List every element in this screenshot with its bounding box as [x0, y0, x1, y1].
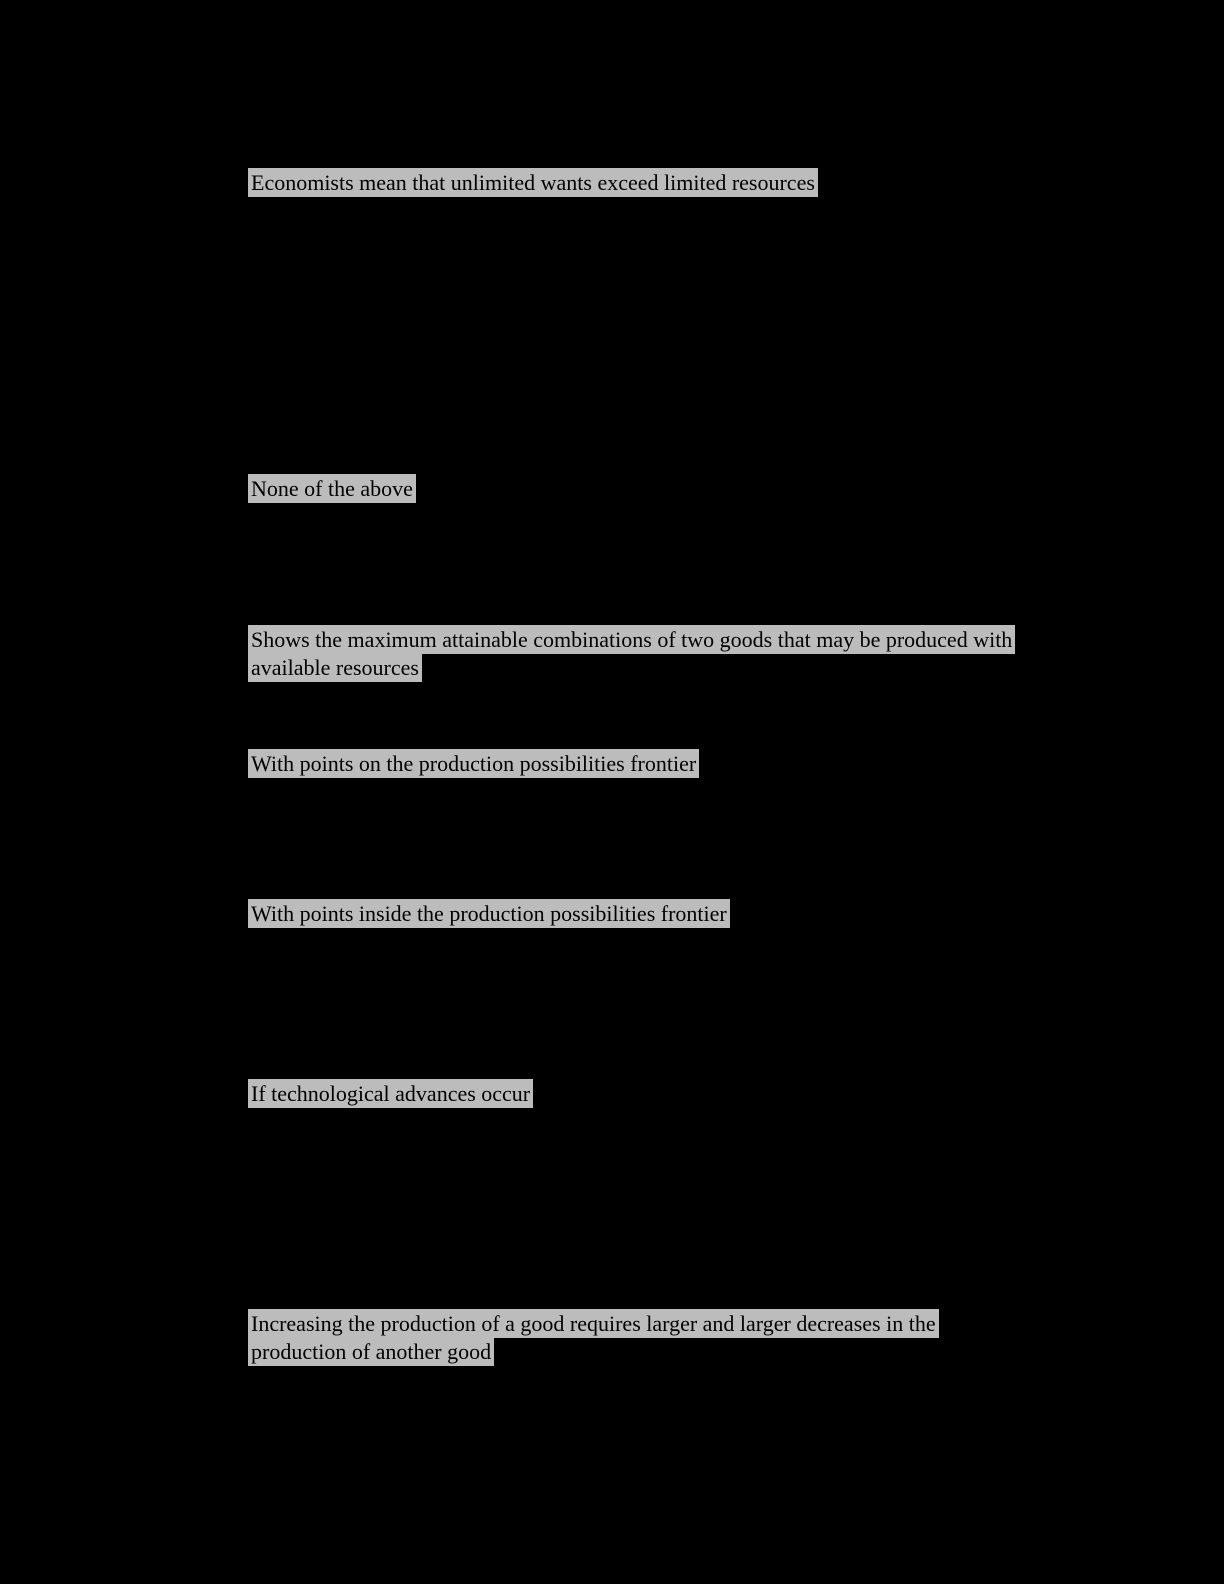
answer-text-line	[248, 654, 1015, 682]
answer-text-line	[248, 750, 699, 778]
highlight-mark: Increasing the production of a good requires larger and larger decreases in the	[248, 1309, 939, 1338]
answer-text-line	[248, 626, 1015, 654]
highlight-mark: Shows the maximum attainable combinations of two goods that may be produced with	[248, 625, 1015, 654]
answer-text-line	[248, 1338, 939, 1366]
highlighted-answer-7	[248, 1310, 939, 1366]
highlight-mark: With points inside the production possibilities frontier	[248, 899, 730, 928]
highlight-mark: Economists mean that unlimited wants exceed limited resources	[248, 168, 818, 197]
highlight-mark: With points on the production possibilities frontier	[248, 749, 699, 778]
highlighted-answer-1	[248, 169, 818, 197]
highlighted-answer-4	[248, 750, 699, 778]
highlighted-answer-5	[248, 900, 730, 928]
highlighted-answer-6	[248, 1080, 533, 1108]
answer-text-line	[248, 1310, 939, 1338]
highlighted-answer-2	[248, 475, 416, 503]
answer-text-line	[248, 1080, 533, 1108]
answer-text-line	[248, 900, 730, 928]
highlighted-answer-3	[248, 626, 1015, 682]
highlight-mark: If technological advances occur	[248, 1079, 533, 1108]
highlight-mark: production of another good	[248, 1337, 494, 1366]
highlight-mark: available resources	[248, 653, 422, 682]
answer-text-line	[248, 475, 416, 503]
highlight-mark: None of the above	[248, 474, 416, 503]
answer-text-line	[248, 169, 818, 197]
